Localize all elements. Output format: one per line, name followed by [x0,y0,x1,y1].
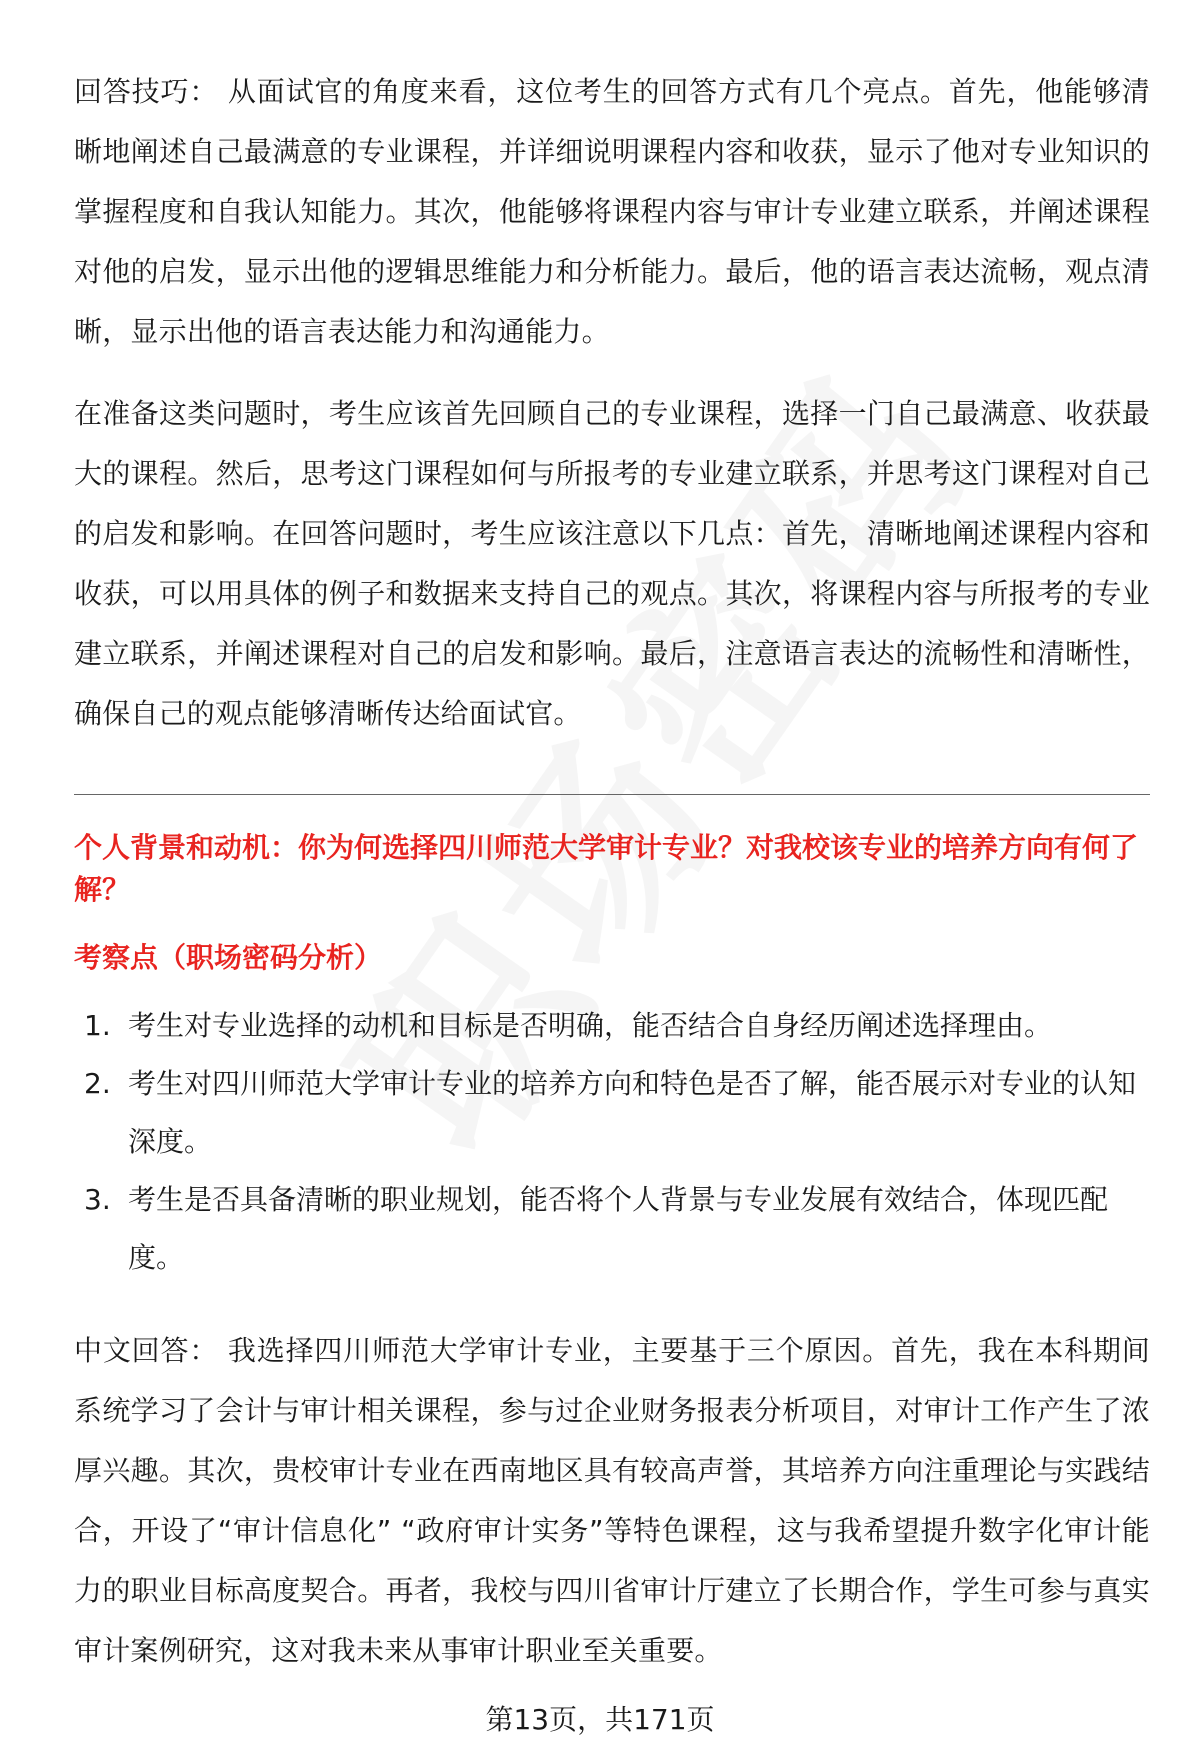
preparation-paragraph: 在准备这类问题时，考生应该首先回顾自己的专业课程，选择一门自己最满意、收获最大的课程。然后，思考这门课程如何与所报考的专业建立联系，并思考这门课程对自己的启发和影响。在回答问题时，考生应该注意以下几点：首先，清晰地阐述课程内容和收获，可以用具体的例子和数据来支持自己的观点。其次，将课程内容与所报考的专业建立联系，并阐述课程对自己的启发和影响。最后，注意语言表达的流畅性和清晰性，确保自己的观点能够清晰传达给面试官。 [74,397,1150,730]
list-item-text: 考生对四川师范大学审计专业的培养方向和特色是否了解，能否展示对专业的认知深度。 [128,1067,1137,1158]
list-item-number: 1. [84,1009,111,1042]
list-item-text: 考生对专业选择的动机和目标是否明确，能否结合自身经历阐述选择理由。 [128,1009,1053,1042]
list-item-number: 3. [84,1183,111,1216]
list-item-text: 考生是否具备清晰的职业规划，能否将个人背景与专业发展有效结合，体现匹配度。 [128,1183,1109,1274]
page-content [74,62,1150,1681]
assessment-points-list [74,997,1150,1287]
chinese-answer-paragraph: 中文回答： 我选择四川师范大学审计专业，主要基于三个原因。首先，我在本科期间系统学习了会计与审计相关课程，参与过企业财务报表分析项目，对审计工作产生了浓厚兴趣。其次，贵校审计专业在西南地区具有较高声誉，其培养方向注重理论与实践结合，开设了“审计信息化” “政府审计实务”等特色课程，这与我希望提升数字化审计能力的职业目标高度契合。再者，我校与四川省审计厅建立了长期合作，学生可参与真实审计案例研究，这对我未来从事审计职业至关重要。 [74,1334,1150,1667]
assessment-points-heading: 考察点（职场密码分析） [74,941,383,974]
list-item-number: 2. [84,1067,111,1100]
list-item [74,997,1150,1055]
section-divider [74,794,1150,795]
page-footer: 第13页，共171页 [485,1703,715,1736]
list-item [74,1055,1150,1171]
list-item [74,1171,1150,1287]
answer-tips-paragraph: 回答技巧： 从面试官的角度来看，这位考生的回答方式有几个亮点。首先，他能够清晰地阐述自己最满意的专业课程，并详细说明课程内容和收获，显示了他对专业知识的掌握程度和自我认知能力。其次，他能够将课程内容与审计专业建立联系，并阐述课程对他的启发，显示出他的逻辑思维能力和分析能力。最后，他的语言表达流畅，观点清晰，显示出他的语言表达能力和沟通能力。 [74,75,1150,348]
question-heading: 个人背景和动机：你为何选择四川师范大学审计专业？对我校该专业的培养方向有何了解？ [74,831,1139,906]
